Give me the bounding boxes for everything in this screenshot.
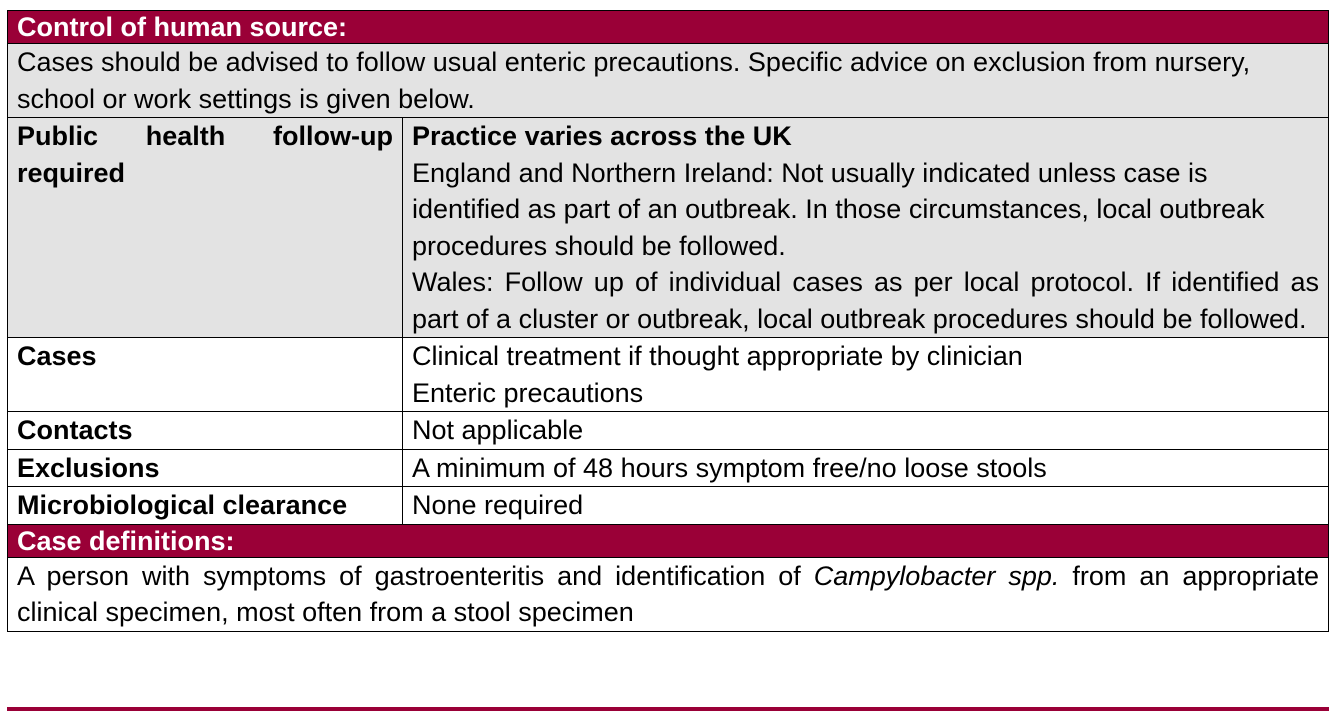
cases-line-1: Clinical treatment if thought appropriate by clinician bbox=[412, 341, 1023, 371]
case-definition-text-before: A person with symptoms of gastroenteritis and identification of bbox=[17, 560, 814, 591]
followup-label: Public health follow-up required bbox=[8, 118, 403, 338]
contacts-label: Contacts bbox=[8, 412, 403, 450]
followup-wales-text: Wales: Follow up of individual cases as per local protocol. If identified as part of a cluster or outbreak, local outbreak procedures should be followed. bbox=[412, 267, 1319, 334]
case-definition-organism: Campylobacter spp. bbox=[813, 560, 1060, 591]
clearance-row bbox=[8, 487, 1329, 525]
bottom-rule bbox=[7, 707, 1329, 711]
cases-label: Cases bbox=[8, 338, 403, 412]
cases-content bbox=[403, 338, 1329, 412]
followup-content bbox=[403, 118, 1329, 338]
cases-line-2: Enteric precautions bbox=[412, 377, 644, 408]
clearance-label: Microbiological clearance bbox=[8, 487, 403, 525]
public-health-table bbox=[7, 10, 1329, 632]
contacts-value: Not applicable bbox=[403, 412, 1329, 450]
followup-heading: Practice varies across the UK bbox=[412, 121, 792, 151]
cases-row bbox=[8, 338, 1329, 412]
followup-row bbox=[8, 118, 1329, 338]
case-definition-text-after: from an appropriate clinical specimen, most often from a stool specimen bbox=[17, 560, 1319, 627]
control-section-header: Control of human source: bbox=[8, 11, 1329, 44]
exclusions-label: Exclusions bbox=[8, 449, 403, 487]
contacts-row bbox=[8, 412, 1329, 450]
control-section-header-row bbox=[8, 11, 1329, 44]
exclusions-value: A minimum of 48 hours symptom free/no loose stools bbox=[403, 449, 1329, 487]
clearance-value: None required bbox=[403, 487, 1329, 525]
control-intro-row bbox=[8, 44, 1329, 118]
case-definitions-row bbox=[8, 557, 1329, 631]
exclusions-row bbox=[8, 449, 1329, 487]
control-intro-text: Cases should be advised to follow usual enteric precautions. Specific advice on exclusion from nursery, school or work settings is given below. bbox=[8, 44, 1329, 118]
case-definition-text bbox=[8, 557, 1329, 631]
case-definitions-header: Case definitions: bbox=[8, 524, 1329, 557]
followup-england-text: England and Northern Ireland: Not usually indicated unless case is identified as part of an outbreak. In those circumstances, local outbreak procedures should be followed. bbox=[412, 157, 1265, 261]
case-definitions-header-row bbox=[8, 524, 1329, 557]
